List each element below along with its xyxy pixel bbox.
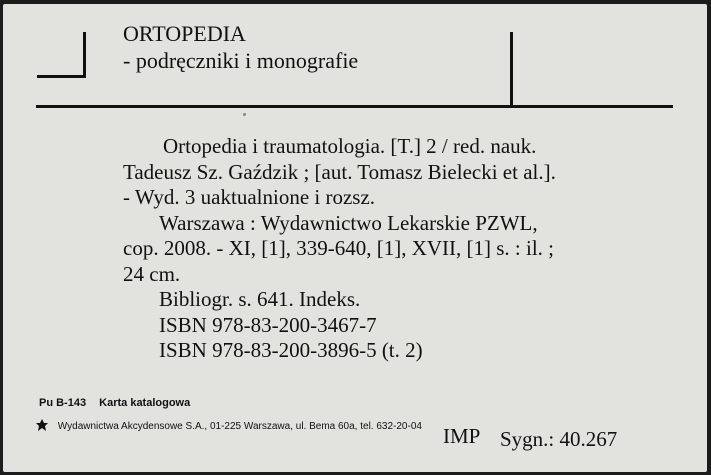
form-name: Karta katalogowa	[99, 397, 191, 409]
dust-speck	[243, 113, 246, 116]
corner-mark-vertical	[83, 32, 86, 78]
title-line-1: Ortopedia i traumatologia. [T.] 2 / red. nauk.	[163, 134, 537, 158]
publication-line-1: Warszawa : Wydawnictwo Lekarskie PZWL,	[159, 210, 538, 235]
bibliographic-description	[123, 134, 556, 364]
subject-subheading: - podręczniki i monografie	[123, 48, 359, 73]
subject-title: ORTOPEDIA	[123, 21, 246, 46]
isbn-line-1: ISBN 978-83-200-3467-7	[159, 312, 377, 337]
publication-line-2: cop. 2008. - XI, [1], 339-640, [1], XVII, [1] s. : il. ;	[123, 236, 555, 260]
subject-heading	[123, 20, 358, 74]
heading-divider-horizontal	[36, 105, 673, 108]
publisher-text: Wydawnictwa Akcydensowe S.A., 01-225 Warszawa, ul. Bema 60a, tel. 632-20-04	[57, 421, 422, 433]
form-code: Pu B-143	[39, 397, 87, 409]
catalog-card	[3, 4, 707, 472]
heading-divider-vertical	[510, 32, 513, 107]
form-code-line	[39, 397, 200, 409]
edition-line: - Wyd. 3 uaktualnione i rozsz.	[123, 185, 376, 209]
imp-stamp: IMP	[443, 424, 481, 448]
call-number: Sygn.: 40.267	[500, 427, 618, 451]
isbn-line-2: ISBN 978-83-200-3896-5 (t. 2)	[159, 338, 423, 362]
notes-line: Bibliogr. s. 641. Indeks.	[159, 287, 361, 311]
publisher-line	[35, 418, 422, 435]
publisher-logo-icon	[35, 418, 49, 435]
title-line-2: Tadeusz Sz. Gaździk ; [aut. Tomasz Bielecki et al.].	[123, 159, 556, 184]
corner-mark-horizontal	[37, 75, 86, 78]
dimensions-line: 24 cm.	[123, 261, 181, 286]
